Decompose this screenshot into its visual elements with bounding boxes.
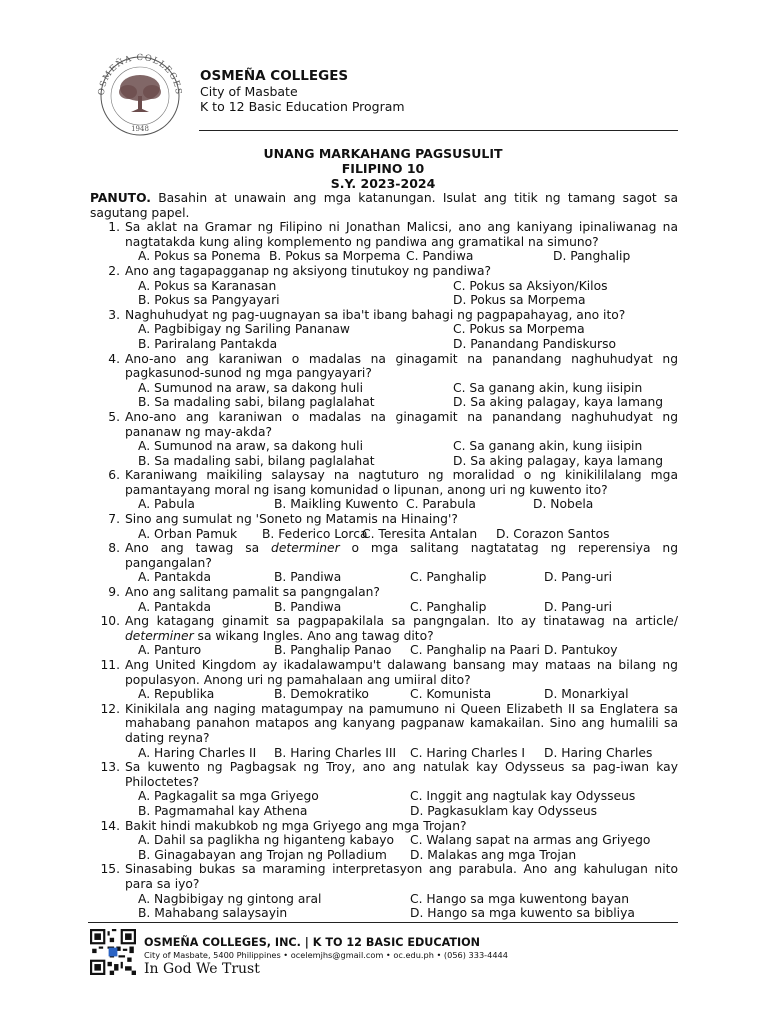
question-item xyxy=(90,760,678,818)
answer-choice: B. Federico Lorca xyxy=(262,526,368,541)
answer-choice: C. Pokus sa Morpema xyxy=(453,322,585,337)
answer-choices xyxy=(138,746,678,761)
answer-choice: A. Sumunod na araw, sa dakong huli xyxy=(138,380,363,395)
question-item xyxy=(90,264,678,308)
answer-choice: D. Pantukoy xyxy=(544,643,618,658)
exam-content xyxy=(90,191,678,921)
school-name: OSMEÑA COLLEGES xyxy=(200,68,349,84)
answer-choice: B. Maikling Kuwento xyxy=(274,497,399,512)
answer-choice: C. Panghalip na Paari xyxy=(410,643,540,658)
answer-choice: B. Sa madaling sabi, bilang paglalahat xyxy=(138,395,375,410)
question-text: Ano ang salitang pamalit sa pangngalan? xyxy=(125,585,380,600)
question-text-emphasis: determiner xyxy=(271,541,340,556)
question-text: Kinikilala ang naging matagumpay na pamumuno ni Queen Elizabeth II sa Englatera sa mahabang panahon matapos ang kanyang pagpanaw kamakailan. Sino ang humalili sa dating reyna? xyxy=(125,701,678,745)
instructions-text: Basahin at unawain ang mga katanungan. Isulat ang titik ng tamang sagot sa sagutang papel. xyxy=(90,191,678,220)
question-item xyxy=(90,220,678,264)
answer-choices xyxy=(138,279,678,294)
answer-choice: C. Teresita Antalan xyxy=(362,526,478,541)
exam-subject: FILIPINO 10 xyxy=(341,161,425,176)
answer-choice: A. Pagbibigay ng Sariling Pananaw xyxy=(138,322,350,337)
question-number: 9. xyxy=(108,585,120,600)
header-divider xyxy=(199,130,678,131)
footer-school-name: OSMEÑA COLLEGES, INC. | K TO 12 BASIC EDUCATION xyxy=(144,936,481,949)
question-text xyxy=(125,614,678,643)
question-text: Ano-ano ang karaniwan o madalas na ginagamit na panandang naghuhudyat ng pagkasunod-sunod ng mga pangyayari? xyxy=(125,351,678,381)
question-item xyxy=(90,468,678,512)
question-text: Sa aklat na Gramar ng Filipino ni Jonathan Malicsi, ano ang kaniyang ipinaliwanag na nagtatakda kung aling komplemento ng pandiwa ang gramatikal na simuno? xyxy=(125,220,678,249)
question-text: Sino ang sumulat ng 'Soneto ng Matamis na Hinaing'? xyxy=(125,512,458,527)
answer-choice: D. Pang-uri xyxy=(544,599,612,614)
answer-choice: C. Haring Charles I xyxy=(410,745,526,760)
question-text-part: Ang katagang ginamit sa pagpapakilala sa pangngalan. Ito ay tinatawag na article/ xyxy=(125,614,678,629)
question-item xyxy=(90,541,678,585)
answer-choices xyxy=(138,789,678,804)
qr-code-icon xyxy=(90,929,136,975)
question-number: 5. xyxy=(108,409,120,424)
answer-choice: B. Pariralang Pantakda xyxy=(138,336,278,351)
answer-choice: C. Pandiwa xyxy=(406,249,474,264)
answer-choice: C. Sa ganang akin, kung iisipin xyxy=(453,439,643,454)
answer-choice: A. Pantakda xyxy=(138,570,212,585)
exam-school-year: S.Y. 2023-2024 xyxy=(330,176,436,191)
answer-choice: D. Nobela xyxy=(533,497,594,512)
school-seal-logo xyxy=(88,52,192,136)
answer-choices xyxy=(138,439,678,454)
answer-choice: C. Hango sa mga kuwentong bayan xyxy=(410,891,630,906)
question-text-part: sa wikang Ingles. Ano ang tawag dito? xyxy=(193,628,434,643)
question-item xyxy=(90,702,678,760)
answer-choices xyxy=(138,322,678,337)
question-text: Sa kuwento ng Pagbagsak ng Troy, ano ang natulak kay Odysseus sa pag-iwan kay Philoctetes? xyxy=(125,760,678,789)
answer-choice: D. Sa aking palagay, kaya lamang xyxy=(453,395,664,410)
answer-choice: A. Dahil sa paglikha ng higanteng kabayo xyxy=(138,833,395,848)
question-text-emphasis: determiner xyxy=(125,628,194,643)
answer-choice: D. Monarkiyal xyxy=(544,687,629,702)
answer-choices xyxy=(138,833,678,848)
question-number: 13. xyxy=(100,760,120,775)
footer-divider xyxy=(88,922,678,923)
answer-choices xyxy=(138,293,678,308)
answer-choice: A. Pokus sa Karanasan xyxy=(138,278,277,293)
answer-choice: C. Sa ganang akin, kung iisipin xyxy=(453,380,643,395)
answer-choice: D. Corazon Santos xyxy=(496,526,610,541)
answer-choice: D. Panghalip xyxy=(553,249,631,264)
question-text xyxy=(125,541,678,570)
answer-choice: A. Orban Pamuk xyxy=(138,526,238,541)
question-number: 15. xyxy=(100,862,120,877)
question-number: 8. xyxy=(108,541,120,556)
answer-choice: A. Haring Charles II xyxy=(138,745,257,760)
answer-choices xyxy=(138,249,678,264)
answer-choice: B. Panghalip Panao xyxy=(274,643,392,658)
answer-choice: C. Panghalip xyxy=(410,570,487,585)
answer-choice: D. Hango sa mga kuwento sa bibliya xyxy=(410,906,635,921)
question-text: Sinasabing bukas sa maraming interpretasyon ang parabula. Ano ang kahulugan nito para sa iyo? xyxy=(125,862,678,891)
answer-choice: B. Mahabang salaysayin xyxy=(138,906,288,921)
answer-choice: A. Pokus sa Ponema xyxy=(138,249,261,264)
answer-choice: C. Parabula xyxy=(406,497,476,512)
answer-choice: B. Ginagabayan ang Trojan ng Polladium xyxy=(138,847,387,862)
school-program: K to 12 Basic Education Program xyxy=(200,99,405,114)
answer-choices xyxy=(138,687,678,702)
answer-choice: A. Pantakda xyxy=(138,599,212,614)
question-number: 4. xyxy=(108,351,120,366)
question-number: 14. xyxy=(100,818,120,833)
question-text: Ang United Kingdom ay ikadalawampu't dalawang bansang may mataas na bilang ng populasyon. Anong uri ng pamahalaan ang umiiral dito? xyxy=(125,658,678,687)
question-item xyxy=(90,352,678,410)
answer-choice: C. Pokus sa Aksiyon/Kilos xyxy=(453,278,608,293)
answer-choice: A. Pagkagalit sa mga Griyego xyxy=(138,789,319,804)
answer-choice: C. Panghalip xyxy=(410,599,487,614)
answer-choices xyxy=(138,643,678,658)
answer-choice: B. Pokus sa Morpema xyxy=(269,249,401,264)
question-item xyxy=(90,862,678,920)
answer-choice: B. Haring Charles III xyxy=(274,745,397,760)
footer-contact: City of Masbate, 5400 Philippines • ocelemjhs@gmail.com • oc.edu.ph • (056) 333-4444 xyxy=(144,950,508,960)
question-item xyxy=(90,819,678,863)
answer-choices xyxy=(138,497,678,512)
answer-choices xyxy=(138,527,678,542)
answer-choices xyxy=(138,570,678,585)
question-number: 11. xyxy=(100,658,120,672)
answer-choices xyxy=(138,906,678,921)
question-text: Naghuhudyat ng pag-uugnayan sa iba't ibang bahagi ng pagpapahayag, ano ito? xyxy=(125,307,626,322)
question-item xyxy=(90,512,678,541)
question-number: 6. xyxy=(108,468,120,483)
answer-choice: D. Pokus sa Morpema xyxy=(453,293,586,308)
answer-choice: D. Pagkasuklam kay Odysseus xyxy=(410,803,598,818)
answer-choice: A. Republika xyxy=(138,687,215,702)
question-number: 2. xyxy=(108,263,120,278)
answer-choice: A. Pabula xyxy=(138,497,195,512)
question-text: Bakit hindi makubkob ng mga Griyego ang mga Trojan? xyxy=(125,818,467,833)
answer-choices xyxy=(138,395,678,410)
question-item xyxy=(90,410,678,468)
answer-choice: A. Nagbibigay ng gintong aral xyxy=(138,891,322,906)
question-text-part: Ano ang tawag sa xyxy=(125,541,272,556)
instructions-label: PANUTO. xyxy=(90,191,151,205)
school-info xyxy=(200,68,405,114)
question-number: 10. xyxy=(100,614,120,629)
answer-choice: B. Pagmamahal kay Athena xyxy=(138,803,308,818)
answer-choices xyxy=(138,454,678,469)
answer-choice: D. Sa aking palagay, kaya lamang xyxy=(453,453,664,468)
question-text: Karaniwang maikiling salaysay na nagtuturo ng moralidad o ng kinikililalang mga pamantayang moral ng isang komunidad o lipunan, anong uri ng kuwento ito? xyxy=(125,468,678,497)
svg-text:1948: 1948 xyxy=(131,125,149,133)
answer-choice: A. Sumunod na araw, sa dakong huli xyxy=(138,439,363,454)
question-item xyxy=(90,614,678,658)
answer-choice: B. Sa madaling sabi, bilang paglalahat xyxy=(138,453,375,468)
answer-choice: D. Pang-uri xyxy=(544,570,612,585)
answer-choices xyxy=(138,381,678,396)
answer-choices xyxy=(138,804,678,819)
question-item xyxy=(90,658,678,702)
answer-choices xyxy=(138,892,678,907)
question-number: 3. xyxy=(108,307,120,322)
answer-choices xyxy=(138,600,678,615)
answer-choice: C. Komunista xyxy=(410,687,492,702)
question-text: Ano ang tagapagganap ng aksiyong tinutukoy ng pandiwa? xyxy=(125,263,492,278)
answer-choice: C. Inggit ang nagtulak kay Odysseus xyxy=(410,789,636,804)
footer-motto: In God We Trust xyxy=(144,961,260,977)
answer-choice: B. Pandiwa xyxy=(274,570,342,585)
question-text-part: o mga salitang nagtatatag ng reperensiya ng pangangalan? xyxy=(125,541,678,570)
answer-choice: A. Panturo xyxy=(138,643,202,658)
answer-choice: B. Demokratiko xyxy=(274,687,369,702)
answer-choices xyxy=(138,337,678,352)
answer-choice: B. Pokus sa Pangyayari xyxy=(138,293,280,308)
answer-choice: D. Malakas ang mga Trojan xyxy=(410,847,577,862)
school-city: City of Masbate xyxy=(200,84,298,99)
svg-text:OSMEÑA COLLEGES: OSMEÑA COLLEGES xyxy=(96,52,184,96)
question-number: 1. xyxy=(108,220,120,235)
question-list xyxy=(90,220,678,921)
question-item xyxy=(90,308,678,352)
answer-choices xyxy=(138,848,678,863)
answer-choice: D. Panandang Pandiskurso xyxy=(453,336,616,351)
exam-title: UNANG MARKAHANG PAGSUSULIT xyxy=(263,146,503,161)
answer-choice: B. Pandiwa xyxy=(274,599,342,614)
question-text: Ano-ano ang karaniwan o madalas na ginagamit na panandang naghuhudyat ng pananaw ng may-akda? xyxy=(125,409,678,439)
answer-choice: C. Walang sapat na armas ang Griyego xyxy=(410,833,651,848)
letterhead xyxy=(88,52,678,136)
question-number: 12. xyxy=(100,701,120,716)
question-number: 7. xyxy=(108,512,120,527)
answer-choice: D. Haring Charles xyxy=(544,745,653,760)
instructions xyxy=(90,191,678,220)
question-item xyxy=(90,585,678,614)
